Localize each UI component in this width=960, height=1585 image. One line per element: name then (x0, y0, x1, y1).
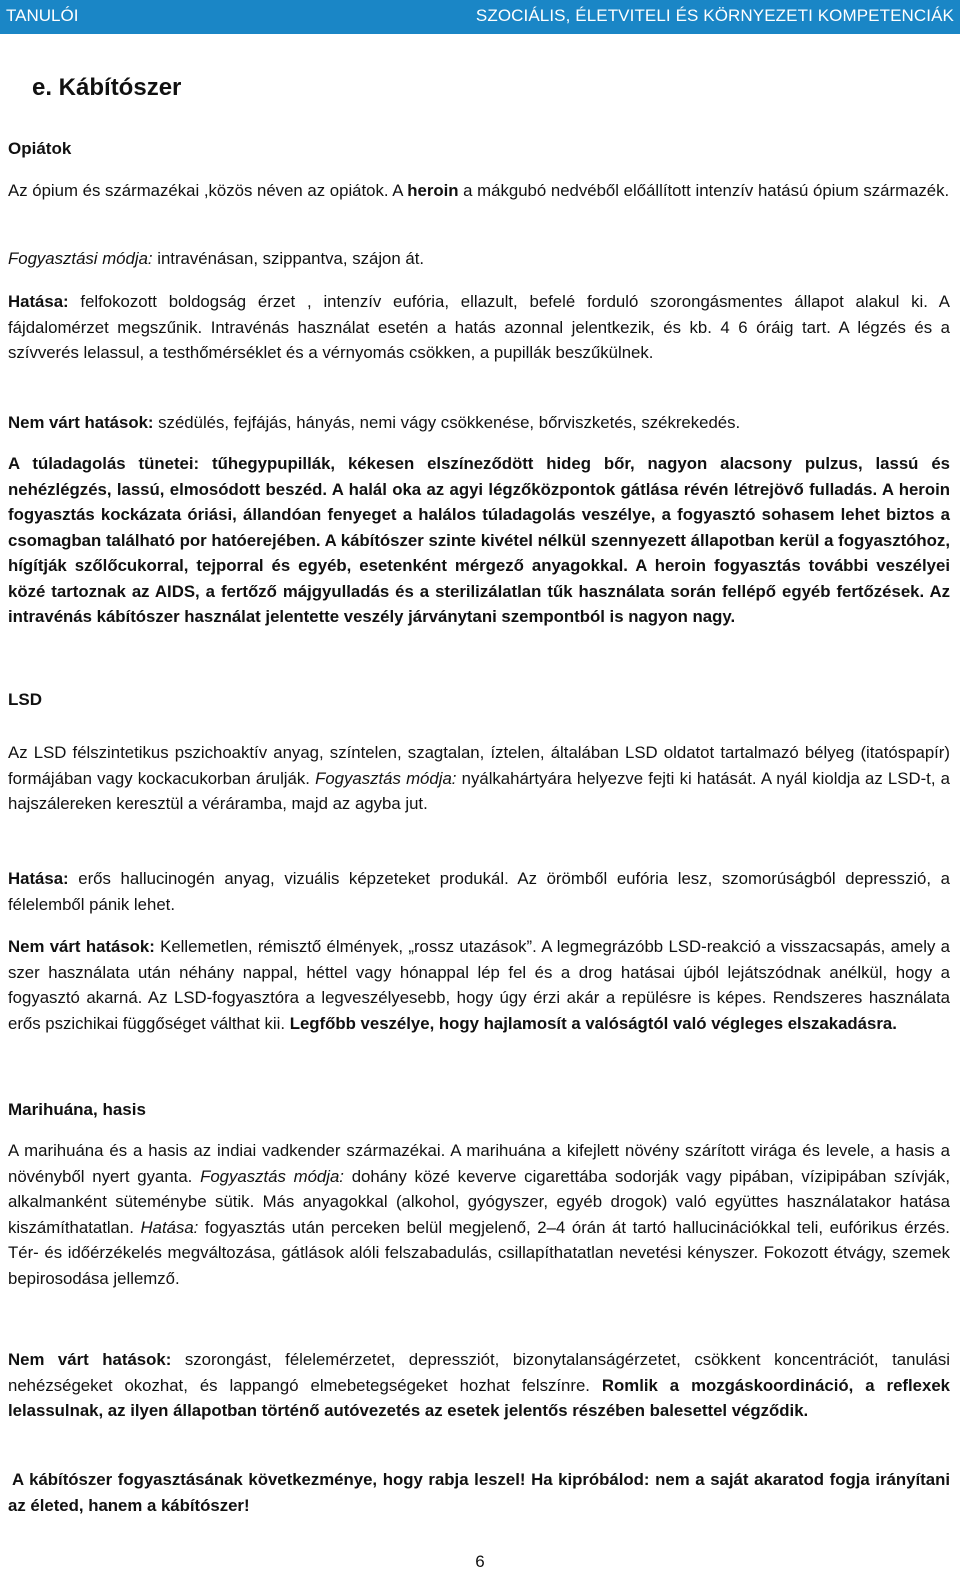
header-left-title: TANULÓI (6, 6, 79, 25)
page-number: 6 (475, 1552, 485, 1571)
opiates-paragraph-4: Nem várt hatások: szédülés, fejfájás, hányás, nemi vágy csökkenése, bőrviszketés, székrekedés. (8, 413, 741, 432)
page-header (0, 0, 960, 34)
heading-lsd: LSD (8, 690, 42, 709)
section-title: e. Kábítószer (32, 74, 182, 101)
opiates-paragraph-5: A túladagolás tünetei: tűhegypupillák, kékesen elszíneződött hideg bőr, nagyon alacsony pulzus, lassú és nehézlégzés, lassú, elmosódott beszéd. A halál oka az agyi légzőközpontok gátlása révén létrejövő fulladás. A heroin fogyasztás kockázata óriási, állandóan fenyeget a halálos túladagolás veszélye, a fogyasztó sohasem lehet biztos a csomagban található por hatóerejében. A kábítószer szinte kivétel nélkül szennyezett állapotban kerül a fogyasztóhoz, hígítják szőlőcukorral, tejporral és egyéb, esetenként mérgező anyagokkal. A heroin fogyasztás további veszélyei közé tartoznak az AIDS, a fertőző májgyulladás és a sterilizálatlan tűk használata során fellépő egyéb fertőzések. Az intravénás kábítószer használat jelentette veszély járványtani szempontból is nagyon nagy. (8, 454, 950, 626)
lsd-paragraph-1: Az LSD félszintetikus pszichoaktív anyag, színtelen, szagtalan, íztelen, általában LSD oldatot tartalmazó bélyeg (itatóspapír) formájában vagy kockacukorban árulják. Fogyasztás módja: nyálkahártyára helyezve fejti ki hatását. A nyál kioldja az LSD-t, a hajszálereken keresztül a véráramba, majd az agyba jut. (8, 743, 950, 813)
lsd-paragraph-3: Nem várt hatások: Kellemetlen, rémisztő élmények, „rossz utazások”. A legmegrázóbb LSD-reakció a visszacsapás, amely a szer használata után néhány nappal, héttel vagy hónappal lép fel és a drog hatásai újból lejátszódnak anélkül, hogy a fogyasztó akarná. Az LSD-fogyasztóra a legveszélyesebb, hogy úgy érzi akár a repülésre is képes. Rendszeres használata erős pszichikai függőséget válthat kii. Legfőbb veszélye, hogy hajlamosít a valóságtól való végleges elszakadásra. (8, 937, 950, 1033)
opiates-paragraph-2: Fogyasztási módja: intravénásan, szippantva, szájon át. (8, 249, 425, 268)
marijuana-paragraph-2: Nem várt hatások: szorongást, félelemérzetet, depressziót, bizonytalanságérzetet, csökkent koncentrációt, tanulási nehézségeket okozhat, és lappangó elmebetegségeket hozhat felszínre. Romlik a mozgáskoordináció, a reflexek lelassulnak, az ilyen állapotban történő autóvezetés az esetek jelentős részében balesettel végződik. (8, 1350, 950, 1420)
lsd-paragraph-2: Hatása: erős hallucinogén anyag, vizuális képzeteket produkál. Az örömből eufória lesz, szomorúságból depresszió, a félelemből pánik lehet. (8, 869, 950, 914)
heading-opiates: Opiátok (8, 139, 72, 158)
heading-marijuana: Marihuána, hasis (8, 1100, 146, 1119)
header-right-title: SZOCIÁLIS, ÉLETVITELI ÉS KÖRNYEZETI KOMPETENCIÁK (475, 6, 954, 25)
opiates-paragraph-3: Hatása: felfokozott boldogság érzet , intenzív eufória, ellazult, befelé forduló szorongásmentes állapot alakul ki. A fájdalomérzet megszűnik. Intravénás használat esetén a hatás azonnal jelentkezik, és kb. 4 6 óráig tart. A légzés és a szívverés lelassul, a testhőmérséklet és a vérnyomás csökken, a pupillák beszűkülnek. (8, 292, 950, 362)
marijuana-paragraph-1: A marihuána és a hasis az indiai vadkender származékai. A marihuána a kifejlett növény szárított virága és levele, a hasis a növényből nyert gyanta. Fogyasztás módja: dohány közé keverve cigarettába sodorják vagy pipában, vízipipában szívják, alkalmanként süteménybe sütik. Más anyagokkal (alkohol, gyógyszer, egyéb drogok) való együttes használatakor hatása kiszámíthatatlan. Hatása: fogyasztás után perceken belül megjelenő, 2–4 órán át tartó hallucinációkkal teli, eufórikus érzés. Tér- és időérzékelés megváltozása, gátlások alóli felszabadulás, csillapíthatatlan nevetési kényszer. Fokozott étvágy, szemek bepirosodása jellemző. (8, 1141, 950, 1288)
marijuana-warning: A kábítószer fogyasztásának következménye, hogy rabja leszel! Ha kipróbálod: nem a saját akaratod fogja irányítani az életed, hanem a kábítószer! (8, 1470, 950, 1515)
opiates-paragraph-1: Az ópium és származékai ,közös néven az opiátok. A heroin a mákgubó nedvéből előállított intenzív hatású ópium származék. (8, 181, 950, 200)
